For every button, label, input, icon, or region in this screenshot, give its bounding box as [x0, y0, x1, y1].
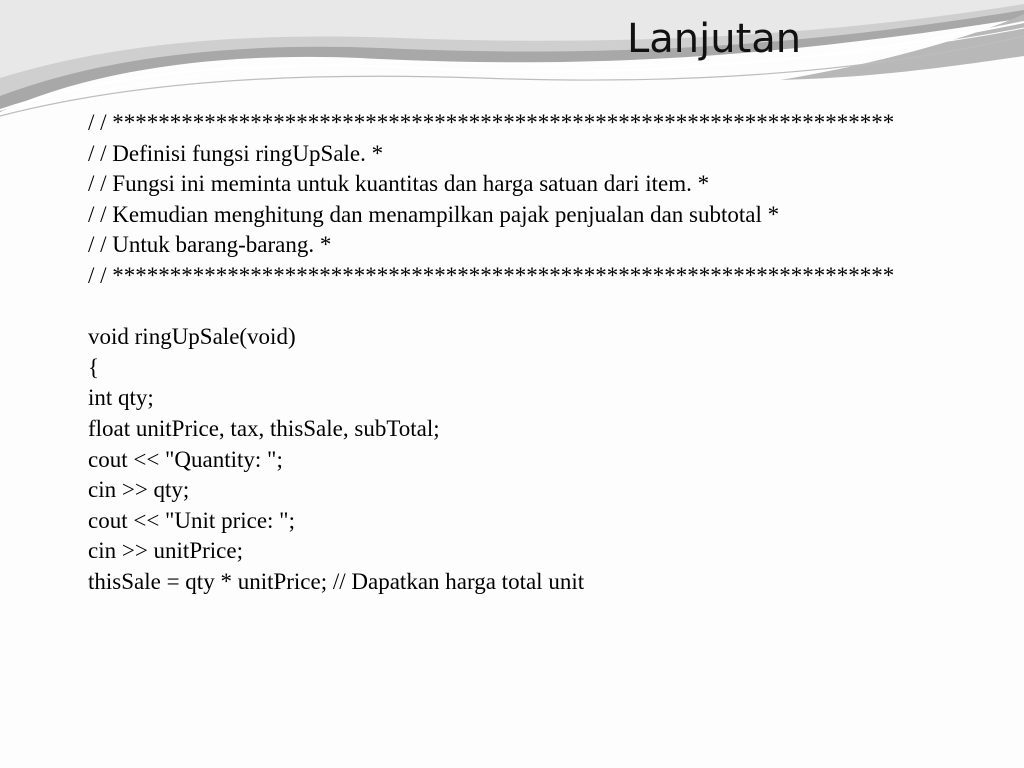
code-line-comment-definition: / / Definisi fungsi ringUpSale. *	[88, 140, 384, 166]
code-line-function-signature: void ringUpSale(void)	[88, 324, 296, 350]
code-line-comment-border-bottom: / / ********************************************************************	[88, 262, 895, 288]
code-line-blank	[88, 292, 988, 323]
code-line-comment-calculate: / / Kemudian menghitung dan menampilkan pajak penjualan dan subtotal *	[88, 201, 780, 227]
code-line-cin-qty: cin >> qty;	[88, 477, 190, 503]
code-line-comment-border-top: / / ********************************************************************	[88, 110, 895, 135]
code-line-this-sale: thisSale = qty * unitPrice; // Dapatkan harga total unit	[88, 568, 585, 594]
code-line-cin-unit-price: cin >> unitPrice;	[88, 538, 243, 564]
code-line-cout-unit-price: cout << "Unit price: ";	[88, 507, 295, 533]
code-line-comment-items: / / Untuk barang-barang. *	[88, 232, 332, 258]
code-block	[88, 108, 988, 598]
code-line-float-declaration: float unitPrice, tax, thisSale, subTotal;	[88, 415, 440, 441]
code-line-cout-quantity: cout << "Quantity: ";	[88, 446, 283, 472]
code-line-comment-function: / / Fungsi ini meminta untuk kuantitas dan harga satuan dari item. *	[88, 171, 710, 197]
code-line-int-declaration: int qty;	[88, 385, 154, 411]
code-line-open-brace: {	[88, 354, 100, 380]
slide-title: Lanjutan	[627, 16, 802, 62]
